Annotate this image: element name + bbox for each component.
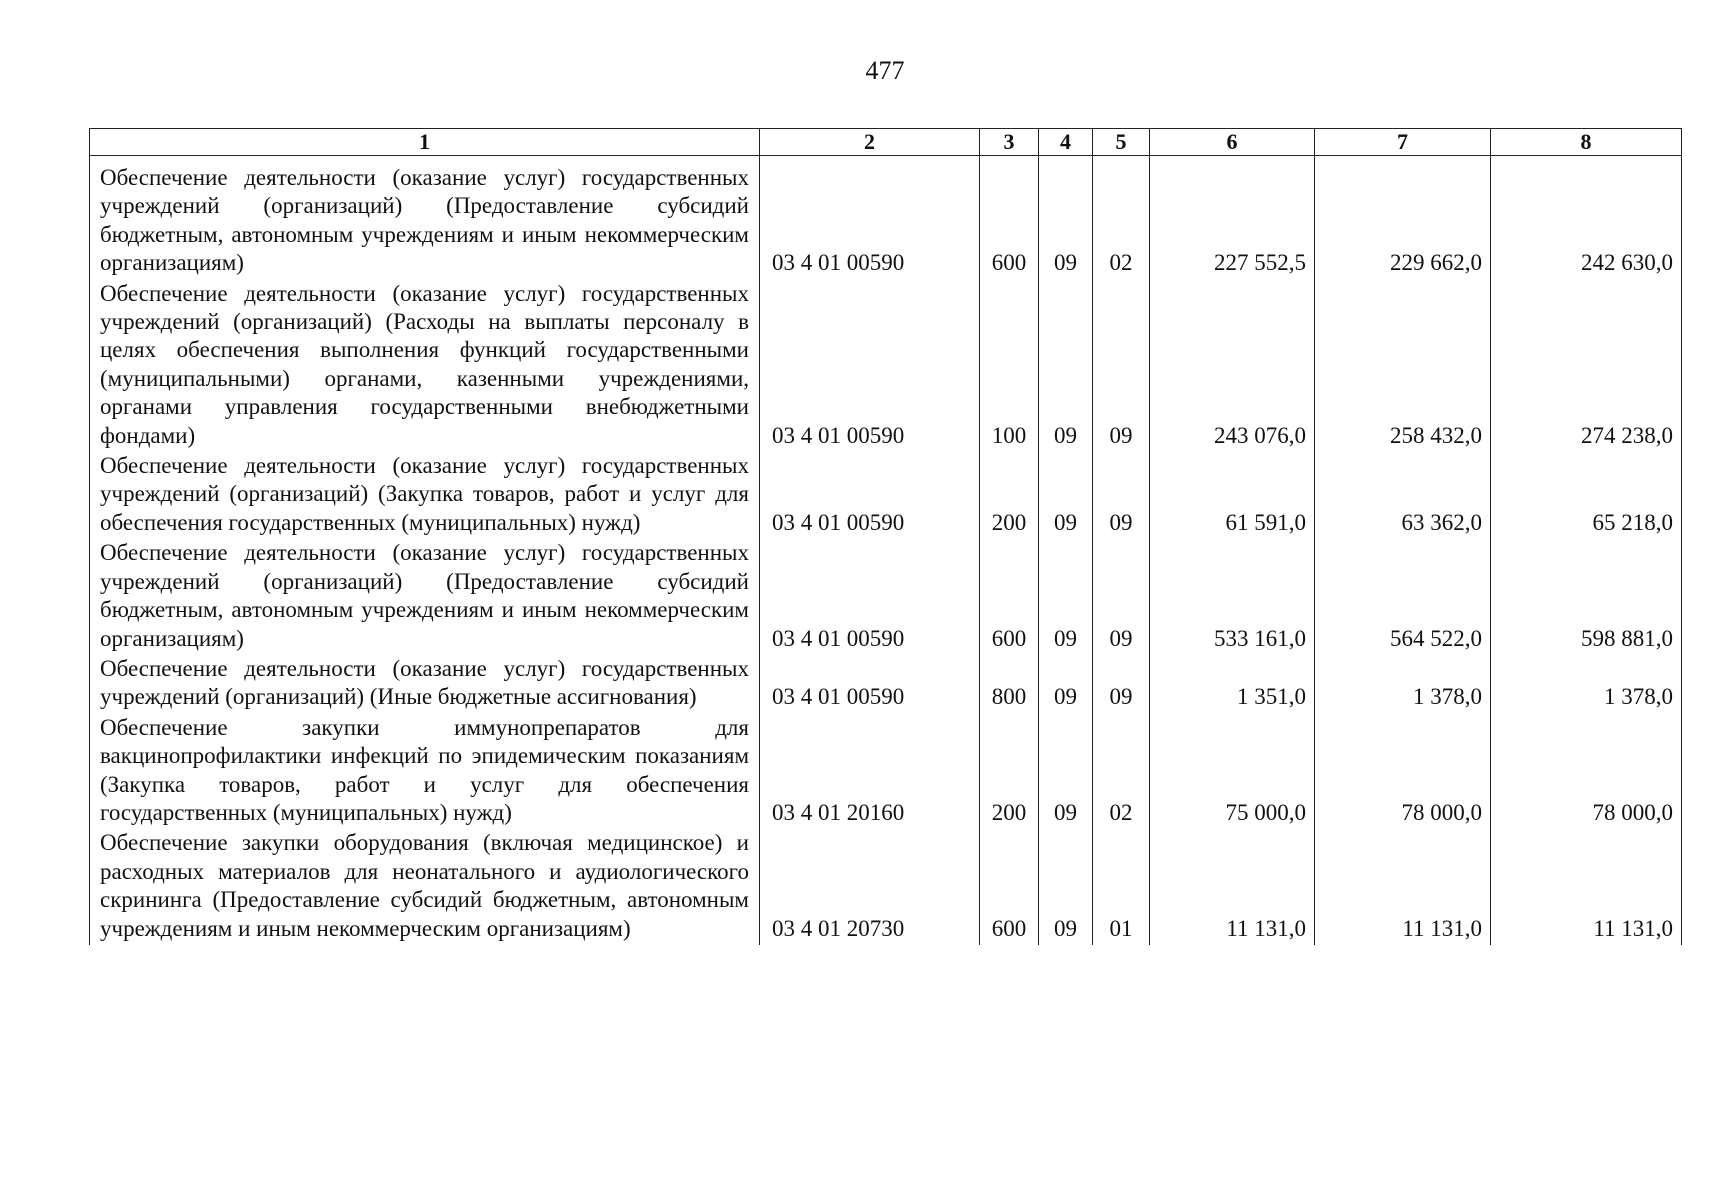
table-row [90,156,1682,280]
section-code: 09 [1039,452,1093,539]
table-row [90,452,1682,539]
target-article-code: 03 4 01 00590 [760,655,980,714]
section-code: 09 [1039,714,1093,830]
amount-col-8: 78 000,0 [1491,714,1682,830]
amount-col-8: 598 881,0 [1491,539,1682,655]
subsection-code: 09 [1093,452,1150,539]
table-row [90,714,1682,830]
expense-type-code: 800 [980,655,1039,714]
expense-type-code: 100 [980,280,1039,452]
amount-col-7: 258 432,0 [1315,280,1491,452]
table-row [90,829,1682,945]
amount-col-8: 274 238,0 [1491,280,1682,452]
target-article-code: 03 4 01 00590 [760,280,980,452]
header-row [90,129,1682,156]
target-article-code: 03 4 01 00590 [760,452,980,539]
amount-col-7: 564 522,0 [1315,539,1491,655]
amount-col-6: 227 552,5 [1150,156,1315,280]
section-code: 09 [1039,829,1093,945]
column-header: 3 [980,129,1039,156]
row-description: Обеспечение деятельности (оказание услуг) государственных учреждений (организаций) (Иные бюджетные ассигнования) [90,655,760,714]
target-article-code: 03 4 01 00590 [760,539,980,655]
row-description: Обеспечение закупки оборудования (включая медицинское) и расходных материалов для неонатального и аудиологического скрининга (Предоставление субсидий бюджетным, автономным учреждениям и иным некоммерческим организациям) [90,829,760,945]
amount-col-6: 1 351,0 [1150,655,1315,714]
column-header: 6 [1150,129,1315,156]
amount-col-6: 61 591,0 [1150,452,1315,539]
expense-type-code: 600 [980,829,1039,945]
row-description: Обеспечение деятельности (оказание услуг) государственных учреждений (организаций) (Предоставление субсидий бюджетным, автономным учреждениям и иным некоммерческим организациям) [90,539,760,655]
column-header: 4 [1039,129,1093,156]
target-article-code: 03 4 01 20160 [760,714,980,830]
section-code: 09 [1039,539,1093,655]
amount-col-6: 533 161,0 [1150,539,1315,655]
amount-col-6: 243 076,0 [1150,280,1315,452]
expense-type-code: 200 [980,714,1039,830]
column-header: 7 [1315,129,1491,156]
section-code: 09 [1039,280,1093,452]
table-row [90,655,1682,714]
expense-type-code: 600 [980,539,1039,655]
amount-col-7: 63 362,0 [1315,452,1491,539]
row-description: Обеспечение деятельности (оказание услуг) государственных учреждений (организаций) (Предоставление субсидий бюджетным, автономным учреждениям и иным некоммерческим организациям) [90,156,760,280]
amount-col-7: 11 131,0 [1315,829,1491,945]
amount-col-6: 11 131,0 [1150,829,1315,945]
amount-col-8: 65 218,0 [1491,452,1682,539]
budget-table [89,128,1682,945]
column-header: 1 [90,129,760,156]
amount-col-7: 229 662,0 [1315,156,1491,280]
amount-col-8: 11 131,0 [1491,829,1682,945]
amount-col-7: 1 378,0 [1315,655,1491,714]
page-number: 477 [865,56,905,85]
section-code: 09 [1039,156,1093,280]
row-description: Обеспечение деятельности (оказание услуг) государственных учреждений (организаций) (Расходы на выплаты персоналу в целях обеспечения выполнения функций государственными (муниципальными) органами, казенными учреждениями, органами управления государственными внебюджетными фондами) [90,280,760,452]
amount-col-8: 242 630,0 [1491,156,1682,280]
subsection-code: 01 [1093,829,1150,945]
column-header: 8 [1491,129,1682,156]
target-article-code: 03 4 01 20730 [760,829,980,945]
row-description: Обеспечение деятельности (оказание услуг) государственных учреждений (организаций) (Закупка товаров, работ и услуг для обеспечения государственных (муниципальных) нужд) [90,452,760,539]
subsection-code: 02 [1093,156,1150,280]
table-row [90,539,1682,655]
expense-type-code: 200 [980,452,1039,539]
subsection-code: 09 [1093,655,1150,714]
subsection-code: 02 [1093,714,1150,830]
table-row [90,280,1682,452]
column-header: 5 [1093,129,1150,156]
amount-col-7: 78 000,0 [1315,714,1491,830]
section-code: 09 [1039,655,1093,714]
amount-col-6: 75 000,0 [1150,714,1315,830]
row-description: Обеспечение закупки иммунопрепаратов для вакцинопрофилактики инфекций по эпидемическим показаниям (Закупка товаров, работ и услуг для обеспечения государственных (муниципальных) нужд) [90,714,760,830]
column-header: 2 [760,129,980,156]
amount-col-8: 1 378,0 [1491,655,1682,714]
subsection-code: 09 [1093,539,1150,655]
expense-type-code: 600 [980,156,1039,280]
subsection-code: 09 [1093,280,1150,452]
target-article-code: 03 4 01 00590 [760,156,980,280]
